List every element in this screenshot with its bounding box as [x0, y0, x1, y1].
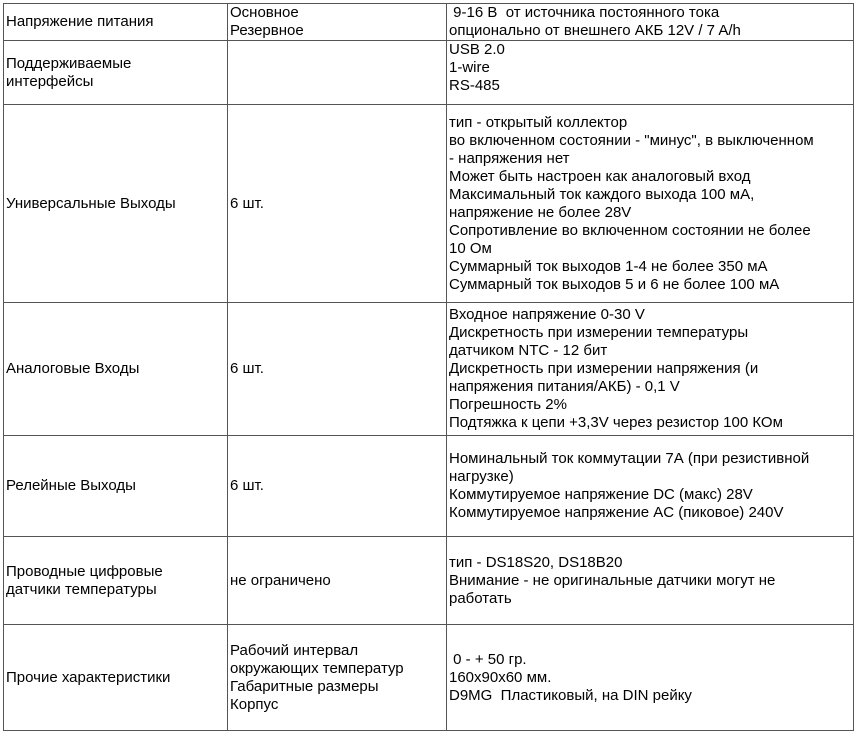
param-name-line: Аналоговые Входы — [6, 360, 140, 377]
table-row — [4, 105, 854, 303]
param-details-line: Дискретность при измерении напряжения (и — [449, 360, 759, 377]
param-details-line: Суммарный ток выходов 1-4 не более 350 мА — [449, 257, 768, 275]
param-details-line: 1-wire — [449, 59, 490, 76]
param-name-cell — [4, 303, 228, 436]
param-details-cell — [447, 436, 854, 537]
param-details-line: работать — [449, 589, 512, 607]
param-details-line: Внимание - не оригинальные датчики могут не — [449, 571, 776, 589]
param-details-line: 0 - + 50 гр. — [449, 650, 527, 668]
param-name-line: датчики температуры — [6, 580, 157, 598]
param-value-line: не ограничено — [230, 571, 331, 589]
param-details-cell — [447, 105, 854, 303]
table-row — [4, 41, 854, 105]
param-value-line: Рабочий интервал — [230, 641, 359, 659]
table-row — [4, 625, 854, 731]
param-details-cell — [447, 625, 854, 731]
param-name-cell — [4, 41, 228, 105]
param-name-cell — [4, 625, 228, 731]
param-value-cell — [228, 625, 447, 731]
param-value-line: Резервное — [230, 22, 304, 39]
param-value-line: окружающих температур — [230, 659, 404, 677]
param-details-line: - напряжения нет — [449, 149, 570, 167]
param-details-line: Дискретность при измерении температуры — [449, 324, 749, 341]
param-name-line: Проводные цифровые — [6, 562, 163, 580]
param-details-line: Коммутируемое напряжение DC (макс) 28V — [449, 486, 753, 503]
param-details-line: Погрешность 2% — [449, 396, 567, 413]
param-details-line: нагрузке) — [449, 468, 514, 485]
param-value-line: 6 шт. — [230, 360, 264, 377]
param-value-cell — [228, 105, 447, 303]
spec-table — [3, 3, 854, 731]
param-details-line: во включенном состоянии - "минус", в выключенном — [449, 131, 814, 149]
param-value-cell — [228, 537, 447, 625]
table-row — [4, 4, 854, 41]
table-row — [4, 303, 854, 436]
param-details-cell — [447, 4, 854, 41]
param-details-line: тип - открытый коллектор — [449, 113, 628, 131]
param-details-cell — [447, 41, 854, 105]
param-details-cell — [447, 537, 854, 625]
param-details-line: Суммарный ток выходов 5 и 6 не более 100 мА — [449, 275, 780, 293]
param-details-line: Максимальный ток каждого выхода 100 мА, — [449, 185, 755, 203]
param-name-cell — [4, 4, 228, 41]
param-details-line: 10 Ом — [449, 239, 492, 257]
param-value-line: Основное — [230, 4, 299, 21]
param-name-cell — [4, 436, 228, 537]
param-details-line: D9MG Пластиковый, на DIN рейку — [449, 686, 692, 704]
param-name-line: Релейные Выходы — [6, 477, 136, 494]
param-name-cell — [4, 105, 228, 303]
param-details-line: напряжения питания/АКБ) - 0,1 V — [449, 378, 680, 395]
param-value-cell — [228, 303, 447, 436]
param-name-line: Напряжение питания — [6, 13, 154, 30]
param-value-line: Габаритные размеры — [230, 677, 379, 695]
param-details-line: 9-16 В от источника постоянного тока — [449, 4, 720, 21]
param-details-cell — [447, 303, 854, 436]
param-name-line: Прочие характеристики — [6, 668, 171, 686]
param-value-cell — [228, 4, 447, 41]
table-row — [4, 537, 854, 625]
param-value-line: 6 шт. — [230, 477, 264, 494]
param-details-line: Номинальный ток коммутации 7А (при резистивной — [449, 450, 810, 467]
table-row — [4, 436, 854, 537]
param-details-line: USB 2.0 — [449, 41, 505, 58]
param-details-line: RS-485 — [449, 77, 500, 94]
param-name-line: Поддерживаемые — [6, 54, 132, 72]
param-value-line: Корпус — [230, 695, 279, 713]
param-details-line: тип - DS18S20, DS18B20 — [449, 553, 623, 571]
param-details-line: напряжение не более 28V — [449, 203, 632, 221]
param-value-line: 6 шт. — [230, 194, 264, 212]
param-name-line: Универсальные Выходы — [6, 194, 176, 212]
param-details-line: Может быть настроен как аналоговый вход — [449, 167, 751, 185]
param-name-line: интерфейсы — [6, 72, 94, 90]
param-details-line: 160х90х60 мм. — [449, 668, 552, 686]
param-value-cell — [228, 436, 447, 537]
param-details-line: Сопротивление во включенном состоянии не более — [449, 221, 811, 239]
param-value-cell — [228, 41, 447, 105]
param-details-line: Подтяжка к цепи +3,3V через резистор 100 КОм — [449, 414, 783, 431]
param-details-line: опционально от внешнего АКБ 12V / 7 A/h — [449, 22, 741, 39]
param-details-line: Входное напряжение 0-30 V — [449, 306, 645, 323]
param-details-line: датчиком NTC - 12 бит — [449, 342, 608, 359]
spec-table-body — [4, 4, 854, 731]
param-details-line: Коммутируемое напряжение AC (пиковое) 240V — [449, 504, 784, 521]
param-name-cell — [4, 537, 228, 625]
